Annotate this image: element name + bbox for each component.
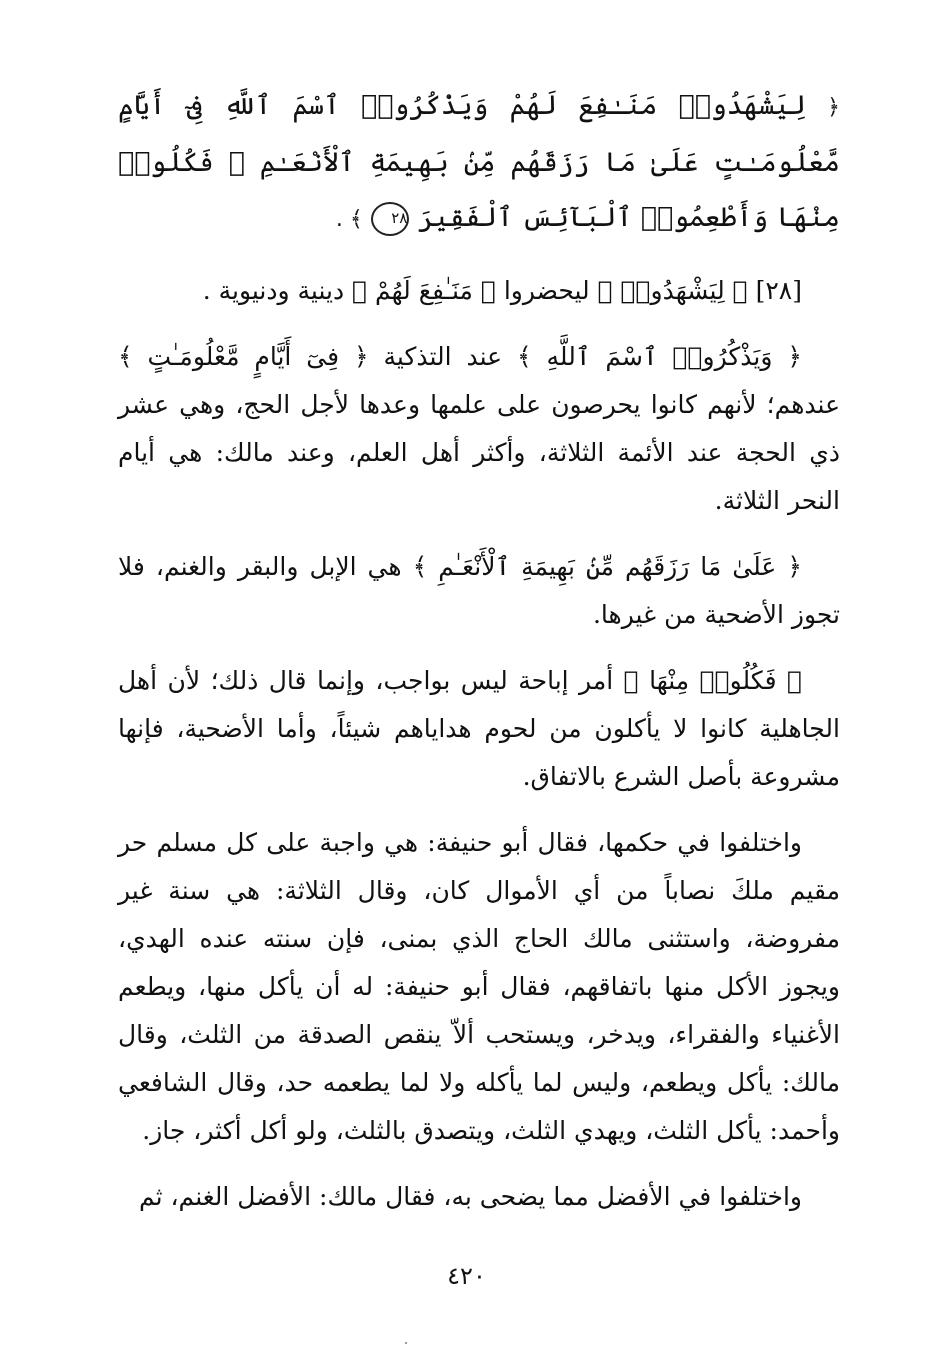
verse-close-bracket: ﴾ . <box>335 207 363 232</box>
commentary-paragraph-5: واختلفوا في حكمها، فقال أبو حنيفة: هي واجبة على كل مسلم حر مقيم ملكَ نصاباً من أي الأموال كان، وقال الثلاثة: هي سنة غير مفروضة، واستثنى مالك الحاج الذي بمنى، فإن سنته عنده الهدي، ويجوز الأكل منها باتفاقهم، فقال أبو حنيفة: له أن يأكل منها، ويطعم الأغنياء والفقراء، ويدخر، ويستحب ألاّ ينقص الصدقة من الثلث، وقال مالك: يأكل ويطعم، وليس لما يأكله ولا لما يطعمه حد، وقال الشافعي وأحمد: يأكل الثلث، ويهدي الثلث، ويتصدق بالثلث، ولو أكل أكثر، جاز. <box>118 828 840 1145</box>
verse-open-bracket: ﴿ <box>827 95 840 120</box>
verse-text: لِيَشْهَدُوا۟ مَنَـٰفِعَ لَهُمْ وَيَذْكُرُوا۟ ٱسْمَ ٱللَّهِ فِىٓ أَيَّامٍ مَّعْلُومَـٰتٍ عَلَىٰ مَا رَزَقَهُم مِّنۢ بَهِيمَةِ ٱلْأَنْعَـٰمِ ۖ فَكُلُوا۟ مِنْهَا وَأَطْعِمُوا۟ ٱلْبَآئِسَ ٱلْفَقِيرَ <box>118 90 840 233</box>
commentary-paragraph-3: ﴿ عَلَىٰ مَا رَزَقَهُم مِّنۢ بَهِيمَةِ ٱلْأَنْعَـٰمِ ﴾ هي الإبل والبقر والغنم، فلا تجوز الأضحية من غيرها. <box>118 552 840 629</box>
commentary-paragraph-2: ﴿ وَيَذْكُرُوا۟ ٱسْمَ ٱللَّهِ ﴾ عند التذكية ﴿ فِىٓ أَيَّامٍ مَّعْلُومَـٰتٍ ﴾ عندهم؛ لأنهم كانوا يحرصون على علمها وعدها لأجل الحج، وهي عشر ذي الحجة عند الأئمة الثلاثة، وأكثر أهل العلم، وعند مالك: هي أيام النحر الثلاثة. <box>118 342 840 515</box>
commentary-paragraph-1: [٢٨] ﴿ لِيَشْهَدُوا۟ ﴾ ليحضروا ﴿ مَنَـٰفِعَ لَهُمْ ﴾ دينية ودنيوية . <box>202 276 802 305</box>
page-body <box>118 78 840 1239</box>
commentary-paragraph-6: واختلفوا في الأفضل مما يضحى به، فقال مالك: الأفضل الغنم، ثم <box>138 1182 802 1211</box>
quran-verse <box>118 78 840 247</box>
ayah-number-marker: ٢٨ <box>371 202 409 236</box>
commentary-paragraph-4: ﴿ فَكُلُوا۟ مِنْهَا ﴾ أمر إباحة ليس بواجب، وإنما قال ذلك؛ لأن أهل الجاهلية كانوا لا يأكلون من لحوم هداياهم شيئاً، وأما الأضحية، فإنها مشروعة بأصل الشرع بالاتفاق. <box>118 666 840 791</box>
page-number: ٤٢٠ <box>447 1262 486 1290</box>
scan-speck <box>405 1342 407 1344</box>
